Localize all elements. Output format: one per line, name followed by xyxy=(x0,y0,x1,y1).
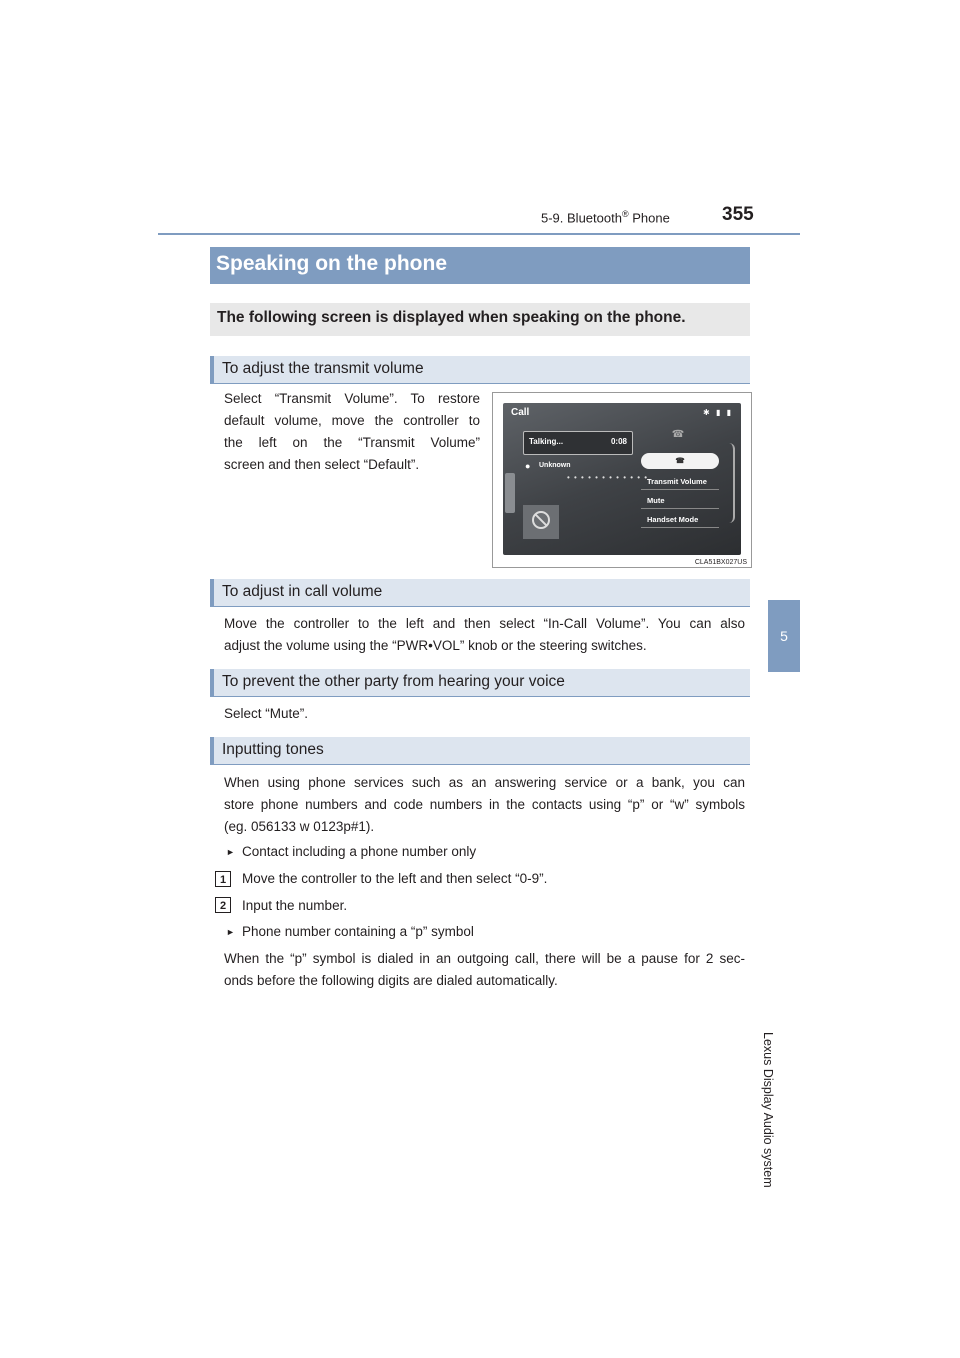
call-screen xyxy=(503,403,741,555)
header-rule xyxy=(158,233,800,235)
end-call-icon: ☎ xyxy=(671,429,685,440)
screen-title: Call xyxy=(511,407,530,418)
step-2-number: 2 xyxy=(215,897,231,913)
transmit-text: Select “Transmit Volume”. To restore default volume, move the controller to the left on the “Transmit Volume” screen and then select “Default”. xyxy=(224,391,480,472)
person-icon: ● xyxy=(525,461,531,471)
page-number: 355 xyxy=(722,204,754,225)
bullet-p-symbol: ► Phone number containing a “p” symbol xyxy=(226,924,474,939)
lead-text: The following screen is displayed when speaking on the phone. xyxy=(210,303,750,336)
step-1-text: Move the controller to the left and then select “0-9”. xyxy=(242,871,548,886)
tones-text: When using phone services such as an answering service or a bank, you can store phone numbers and code numbers in the contacts using “p” or “w” symbols (eg. 056133 w 0123p#1). xyxy=(224,775,745,834)
option-transmit-volume: Transmit Volume xyxy=(641,474,719,490)
triangle-bullet-icon: ► xyxy=(226,927,235,937)
option-mute: Mute xyxy=(641,493,719,509)
right-arc xyxy=(729,443,735,523)
caller-name: Unknown xyxy=(539,462,571,469)
talking-panel xyxy=(523,431,633,455)
p-symbol-text: When the “p” symbol is dialed in an outgoing call, there will be a pause for 2 sec- onds before the following digits are dialed automatically. xyxy=(224,951,745,988)
dial-dots: • • • • • • • • • • • • xyxy=(567,473,649,482)
call-screen-figure xyxy=(492,392,752,568)
subheading-mute: To prevent the other party from hearing your voice xyxy=(210,669,750,697)
talking-label: Talking... xyxy=(529,437,564,446)
subheading-incall: To adjust in call volume xyxy=(210,579,750,607)
chapter-label: Lexus Display Audio system xyxy=(761,1032,775,1188)
block-button xyxy=(523,505,559,539)
triangle-bullet-icon: ► xyxy=(226,847,235,857)
step-1-number: 1 xyxy=(215,871,231,887)
chapter-tab: 5 xyxy=(768,600,800,672)
running-header: 5-9. Bluetooth® Phone xyxy=(541,209,670,226)
mute-text: Select “Mute”. xyxy=(224,706,309,721)
incall-text: Move the controller to the left and then select “In-Call Volume”. You can also adjust the volume using the “PWR•VOL” knob or the steering switches. xyxy=(224,616,745,653)
figure-code: CLA51BX027US xyxy=(694,559,747,566)
bullet-phone-only: ► Contact including a phone number only xyxy=(226,844,477,859)
option-end-call: ☎ xyxy=(641,453,719,469)
no-symbol-icon xyxy=(532,511,550,529)
section-title: Speaking on the phone xyxy=(210,247,750,284)
subheading-transmit: To adjust the transmit volume xyxy=(210,356,750,384)
status-icons: ✱ ▮ ▮ xyxy=(703,408,733,417)
call-timer: 0:08 xyxy=(610,437,627,446)
option-handset-mode: Handset Mode xyxy=(641,512,719,528)
step-2-text: Input the number. xyxy=(242,898,348,913)
subheading-tones: Inputting tones xyxy=(210,737,750,765)
left-tab xyxy=(505,473,515,513)
